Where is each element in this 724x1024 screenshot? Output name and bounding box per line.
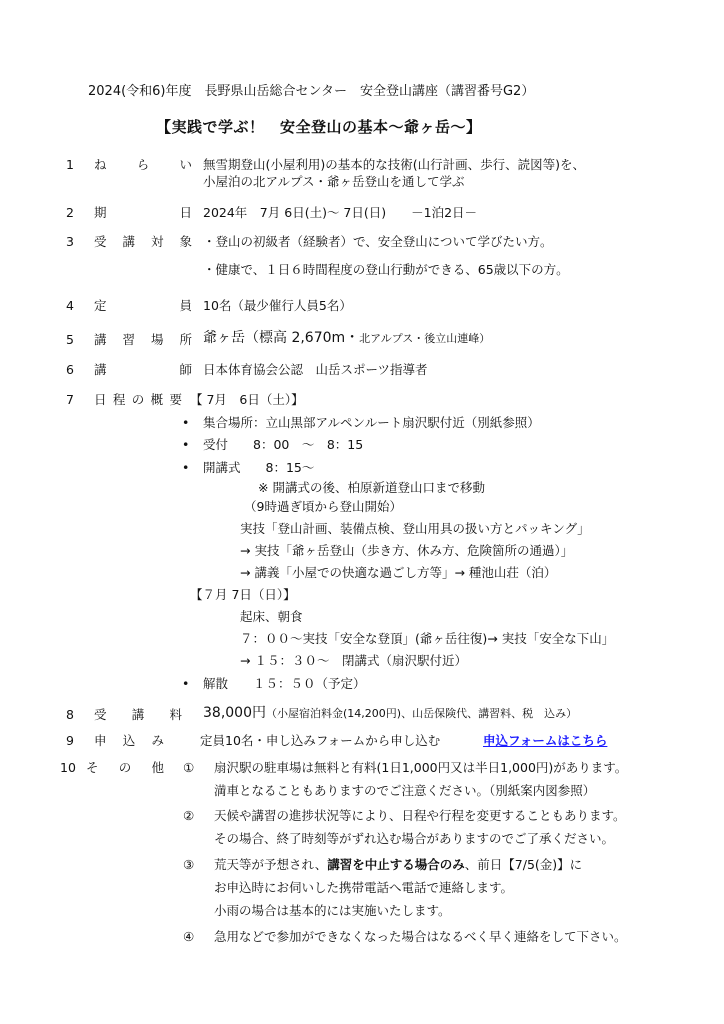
section-label-2: 期 日	[94, 205, 192, 220]
section-1-text-line2: 小屋泊の北アルプス・爺ヶ岳登山を通して学ぶ	[203, 174, 465, 189]
schedule-meeting-place: 集合場所：立山黒部アルペンルート扇沢駅付近（別紙参照）	[203, 415, 540, 430]
schedule-lecture: → 講義「小屋での快適な過ごし方等」→ 種池山荘（泊）	[240, 565, 557, 580]
section-1-text-line1: 無雪期登山(小屋利用)の基本的な技術(山行計画、歩行、読図等)を、	[203, 157, 586, 172]
note-1-line2: 満車となることもありますのでご注意ください。（別紙案内図参照）	[214, 783, 596, 798]
schedule-wakeup: 起床、朝食	[240, 609, 303, 624]
section-number-1: 1	[66, 157, 74, 172]
section-9-value: 定員10名・申し込みフォームから申し込む	[200, 733, 441, 748]
note-3-line2: お申込時にお伺いした携帯電話へ電話で連絡します。	[214, 880, 514, 895]
section-number-4: 4	[66, 298, 74, 313]
schedule-practice-2: → 実技「爺ヶ岳登山（歩き方、休み方、危険箇所の通過）」	[240, 543, 574, 558]
section-number-6: 6	[66, 362, 74, 377]
note-3-line3: 小雨の場合は基本的には実施いたします。	[214, 903, 451, 918]
section-3-line2: ・健康で、１日６時間程度の登山行動ができる、65歳以下の方。	[203, 262, 569, 277]
section-2-value: 2024年 7月 6日(土)〜 7日(日) －1泊2日－	[203, 205, 478, 220]
bullet-mark: •	[182, 415, 190, 430]
schedule-start-climb: （9時過ぎ頃から登山開始）	[244, 499, 402, 514]
section-label-3: 受 講 対 象	[94, 234, 192, 249]
section-8-value: 38,000円（小屋宿泊料金(14,200円)、山岳保険代、講習料、税 込み）	[203, 705, 578, 721]
schedule-closing: → １５：３０〜 閉講式（扇沢駅付近）	[240, 653, 467, 668]
section-label-1: ね ら い	[94, 157, 192, 172]
note-marker-4: ④	[183, 929, 195, 944]
schedule-opening: 開講式 8：15〜	[203, 460, 315, 475]
section-6-value: 日本体育協会公認 山岳スポーツ指導者	[203, 362, 428, 377]
section-label-9: 申 込 み	[94, 733, 164, 748]
note-marker-1: ①	[183, 760, 195, 775]
note-2-line1: 天候や講習の進捗状況等により、日程や行程を変更することもあります。	[214, 808, 626, 823]
section-number-10: 10	[60, 760, 76, 775]
section-number-5: 5	[66, 332, 74, 347]
note-1-line1: 扇沢駅の駐車場は無料と有料(1日1,000円又は半日1,000円)があります。	[214, 760, 628, 775]
section-number-2: 2	[66, 205, 74, 220]
schedule-note: ※ 開講式の後、柏原新道登山口まで移動	[258, 480, 485, 495]
day2-header: 【７月 7日（日）】	[190, 587, 296, 602]
bullet-mark: •	[182, 437, 190, 452]
bullet-mark: •	[182, 460, 190, 475]
section-5-value: 爺ヶ岳（標高 2,670m・北アルプス・後立山連峰）	[203, 330, 491, 346]
section-label-6: 講 師	[94, 362, 192, 377]
note-marker-2: ②	[183, 808, 195, 823]
day1-header: 【 7月 6日（土）】	[190, 392, 304, 407]
note-4-line1: 急用などで参加ができなくなった場合はなるべく早く連絡をして下さい。	[214, 929, 627, 944]
section-number-3: 3	[66, 234, 74, 249]
note-marker-3: ③	[183, 857, 195, 872]
note-2-line2: その場合、終了時刻等がずれ込む場合がありますのでご了承ください。	[214, 831, 615, 846]
note-3-line1: 荒天等が予想され、講習を中止する場合のみ、前日【7/5(金)】に	[214, 857, 583, 872]
page-heading: 【実践で学ぶ！ 安全登山の基本〜爺ヶ岳〜】	[156, 118, 482, 136]
section-4-value: 10名（最少催行人員5名）	[203, 298, 352, 313]
section-3-line1: ・登山の初級者（経験者）で、安全登山について学びたい方。	[203, 234, 553, 249]
section-label-7: 日 程 の 概 要	[94, 392, 182, 407]
section-number-7: 7	[66, 392, 74, 407]
schedule-practice-1: 実技「登山計画、装備点検、登山用具の扱い方とパッキング」	[240, 521, 590, 536]
section-label-8: 受 講 料	[94, 707, 182, 722]
schedule-dismissal: 解散 １５：５０（予定）	[203, 676, 366, 691]
schedule-summit: ７：００〜実技「安全な登頂」(爺ヶ岳往復)→ 実技「安全な下山」	[240, 631, 615, 646]
section-label-10: そ の 他	[86, 760, 164, 775]
bullet-mark: •	[182, 676, 190, 691]
document-title: 2024(令和6)年度 長野県山岳総合センター 安全登山講座（講習番号G2）	[88, 84, 535, 99]
schedule-reception: 受付 8：00 〜 8：15	[203, 437, 364, 452]
section-label-4: 定 員	[94, 298, 192, 313]
section-label-5: 講 習 場 所	[94, 332, 192, 347]
section-number-9: 9	[66, 733, 74, 748]
application-form-link[interactable]: 申込フォームはこちら	[483, 733, 608, 748]
section-number-8: 8	[66, 707, 74, 722]
